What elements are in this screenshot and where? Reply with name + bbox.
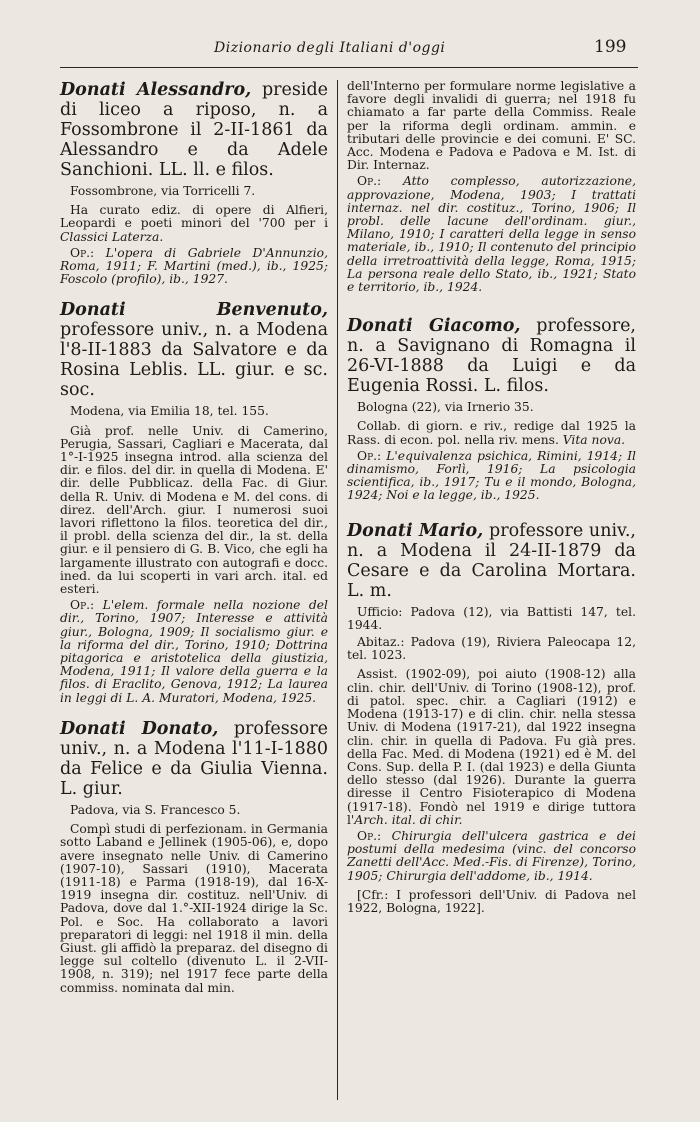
entry-body	[60, 823, 328, 995]
entry-body	[347, 668, 636, 826]
entry	[60, 719, 328, 995]
entry	[347, 521, 636, 915]
entry-works	[60, 247, 328, 287]
entry-head-text: preside di liceo a riposo, n. a Fossombrone il 2-II-1861 da Alessandro e da Adele Sanchioni. LL. ll. e filos.	[60, 80, 328, 180]
entry-address: Bologna (22), via Irnerio 35.	[357, 400, 534, 415]
works-label: Op.:	[70, 598, 95, 613]
entry-head-text: professore univ., n. a Modena il 24-II-1879 da Cesare e da Carolina Mortara. L. m.	[347, 520, 636, 601]
entry-continuation	[347, 80, 636, 294]
entry-address: Ufficio: Padova (12), via Battisti 147, tel. 1944.	[347, 604, 636, 632]
page-number: 199	[594, 37, 627, 57]
running-title: Dizionario degli Italiani d'oggi	[214, 40, 446, 56]
entry-body-italic: Vita nova.	[562, 432, 626, 447]
works-text: L'equivalenza psichica, Rimini, 1914; Il dinamismo, Forlì, 1916; La psicologia scientifica, ib., 1917; Tu e il mondo, Bologna, 1924; Noi e la legge, ib., 1925.	[347, 448, 636, 503]
entry-name: Donati Giacomo,	[347, 316, 521, 337]
entry-address: Modena, via Emilia 18, tel. 155.	[70, 404, 269, 419]
entry-heading	[347, 521, 636, 601]
works-text: L'elem. formale nella nozione del dir., Torino, 1907; Interesse e attività giur., Bologna, 1909; Il socialismo giur. e la riforma del dir., Torino, 1910; Dottrina pitagorica e aristotelica della giustizia, Modena, 1911; Il valore della guerra e la filos. di Eraclito, Genova, 1912; La laurea in leggi di L. A. Muratori, Modena, 1925.	[60, 598, 328, 705]
entry-body-text: Assist. (1902-09), poi aiuto (1908-12) alla clin. chir. dell'Univ. di Torino (1908-12), prof. di patol. spec. chir. a Cagliari (1912) e Modena (1913-17) e di clin. chir. nella stessa Univ. di Modena (1917-21), dal 1922 insegna clin. chir. in quella di Padova. Fu già pres. della Fac. Med. di Modena (1921) ed è M. del Cons. Sup. della P. I. (dal 1923) e della Giunta dello stesso (dal 1926). Durante la guerra diresse il Centro Fisioterapico di Modena (1917-18). Fondò nel 1919 e dirige tuttora l'	[347, 667, 636, 827]
entry	[60, 300, 328, 704]
entry-body	[347, 80, 636, 172]
entry-body-text: Collab. di giorn. e riv., redige dal 1925 la Rass. di econ. pol. nella riv. mens.	[347, 419, 636, 447]
entry-heading	[60, 80, 328, 180]
works-label: Op.:	[357, 828, 382, 843]
entry-head-text: professore univ., n. a Modena l'11-I-1880 da Felice e da Giulia Vienna. L. giur.	[60, 718, 328, 799]
entry-body-text: Ha curato ediz. di opere di Alfieri, Leopardi e poeti minori del '700 per i	[60, 203, 328, 231]
entry-body-italic: Classici Laterza.	[60, 229, 164, 244]
header-rule	[60, 67, 638, 68]
entry-address: Padova, via S. Francesco 5.	[70, 802, 241, 817]
entry-heading	[347, 316, 636, 396]
works-text: Chirurgia dell'ulcera gastrica e dei postumi della medesima (vinc. del concorso Zanetti dell'Acc. Med.-Fis. di Firenze), Torino, 1905; Chirurgia dell'addome, ib., 1914.	[347, 828, 636, 883]
works-label: Op.:	[70, 245, 95, 260]
entry-name: Donati Donato,	[60, 718, 219, 739]
entry-head-text: professore univ., n. a Modena l'8-II-1883 da Salvatore e da Rosina Leblis. LL. giur. e sc. soc.	[60, 320, 328, 401]
entry-address: Fossombrone, via Torricelli 7.	[70, 184, 256, 198]
entry-body-text: Già prof. nelle Univ. di Camerino, Perugia, Sassari, Cagliari e Macerata, dal 1°-I-1925 insegna introd. alla scienza del dir. e filos. del dir. in quella di Modena. E' dir. delle Pubblicaz. della Fac. di Giur. della R. Univ. di Modena e M. del cons. di direz. dell'Arch. giur. I numerosi suoi lavori riflettono la filos. teoretica del dir., il probl. della scienza del dir., la st. della giur. e il pensiero di G. B. Vico, che egli ha largamente illustrato con autografi e docc. ined. da lui scoperti in vari arch. ital. ed esteri.	[60, 423, 328, 597]
entry-address-home: Abitaz.: Padova (19), Riviera Paleocapa 12, tel. 1023.	[347, 635, 636, 663]
entry-works	[347, 175, 636, 294]
entry-heading	[60, 719, 328, 799]
works-text: Atto complesso, autorizzazione, approvazione, Modena, 1903; I trattati internaz. nel dir. costituz., Torino, 1906; Il probl. delle lacune dell'ordinam. giur., Milano, 1910; I caratteri della legge in senso materiale, ib., 1910; Il contenuto del principio della irretroattività della legge, Roma, 1915; La persona reale dello Stato, ib., 1921; Stato e territorio, ib., 1924.	[347, 174, 636, 295]
right-column	[347, 80, 636, 929]
entry-name: Donati Alessandro,	[60, 80, 252, 100]
entry-body	[60, 204, 328, 244]
works-label: Op.:	[357, 174, 382, 189]
entry-works	[60, 599, 328, 705]
entry-body-text: Compì studi di perfezionam. in Germania sotto Laband e Jellinek (1905-06), e, dopo avere insegnato nelle Univ. di Camerino (1907-10), Sassari (1910), Macerata (1911-18) e Parma (1918-19), dal 16-X-1919 insegna dir. costituz. nell'Univ. di Padova, dove dal 1.°-XII-1924 dirige la Sc. Pol. e Soc. Ha collaborato a lavori preparatori di leggi: nel 1918 il min. della Giust. gli affidò la preparaz. del disegno di legge sul coltello (divenuto L. il 2-VII-1908, n. 319); nel 1917 fece parte della commiss. nominata dal min.	[60, 822, 328, 995]
entry	[347, 316, 636, 502]
entry-works	[347, 830, 636, 883]
works-text: L'opera di Gabriele D'Annunzio, Roma, 1911; F. Martini (med.), ib., 1925; Foscolo (profilo), ib., 1927.	[60, 245, 328, 287]
works-label: Op.:	[357, 448, 382, 463]
entry-body-text: dell'Interno per formulare norme legislative a favore degli invalidi di guerra; nel 1918 fu chiamato a far parte della Commiss. Reale per la riforma degli ordinam. ammin. e tributari delle provincie e dei comuni. E' SC. Acc. Modena e Padova e Padova e M. Ist. di Dir. Internaz.	[347, 79, 636, 173]
entry-head-text: professore, n. a Savignano di Romagna il 26-VI-1888 da Luigi e da Eugenia Rossi. L. filos.	[347, 316, 636, 397]
left-column	[60, 80, 328, 1009]
entry-body-italic: Arch. ital. di chir.	[354, 812, 463, 827]
entry-heading	[60, 300, 328, 400]
entry-works	[347, 450, 636, 503]
entry-name: Donati Benvenuto,	[60, 300, 328, 321]
entry-body	[60, 425, 328, 597]
column-divider	[337, 80, 338, 1100]
entry	[60, 80, 328, 286]
entry-body	[347, 420, 636, 446]
entry-name: Donati Mario,	[347, 520, 484, 541]
entry-cfr: [Cfr.: I professori dell'Univ. di Padova nel 1922, Bologna, 1922].	[347, 887, 636, 915]
